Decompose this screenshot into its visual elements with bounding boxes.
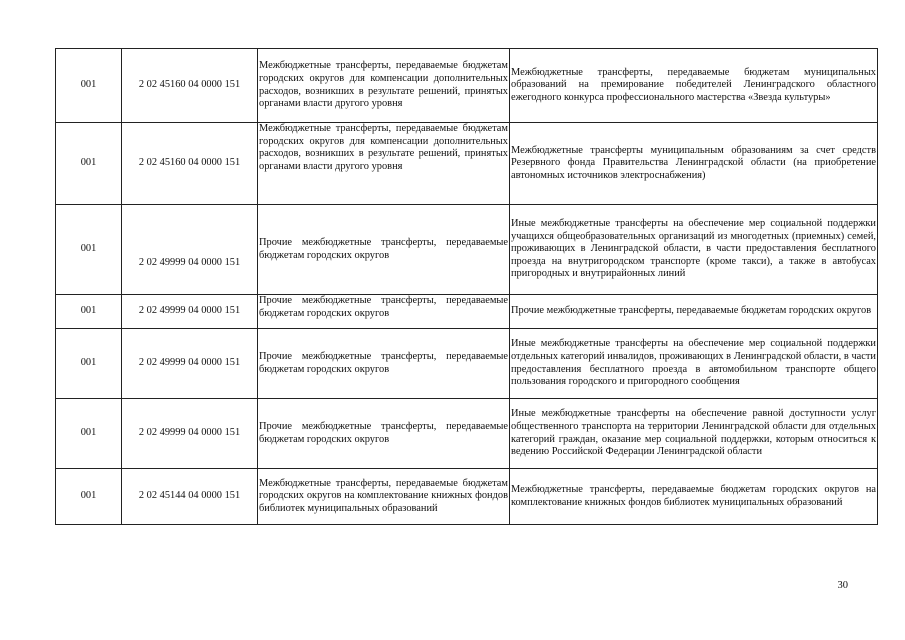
admin-code-cell: 001 [56,295,122,329]
budget-transfers-table [55,48,878,525]
revenue-type-name-cell: Прочие межбюджетные трансферты, передаваемые бюджетам городских округов [258,329,510,399]
budget-classification-code-cell: 2 02 49999 04 0000 151 [122,205,258,295]
admin-code-cell: 001 [56,49,122,123]
table-row [56,399,878,469]
transfer-description-cell: Иные межбюджетные трансферты на обеспечение мер социальной поддержки учащихся общеобразовательных организаций из многодетных (приемных) семей, проживающих в Ленинградской области, в части предоставления бесплатного проезда на внутригородском транспорте (кроме такси), а также в автобусах пригородных и внутрирайонных линий [510,205,878,295]
table-row [56,49,878,123]
transfer-description-cell: Межбюджетные трансферты, передаваемые бюджетам городских округов на комплектование книжных фондов библиотек муниципальных образований [510,469,878,525]
admin-code-cell: 001 [56,205,122,295]
table-row [56,329,878,399]
table-row [56,295,878,329]
transfer-description-cell: Межбюджетные трансферты, передаваемые бюджетам муниципальных образований на премирование победителей Ленинградского областного ежегодного конкурса профессионального мастерства «Звезда культуры» [510,49,878,123]
admin-code-cell: 001 [56,123,122,205]
table-row [56,123,878,205]
budget-classification-code-cell: 2 02 49999 04 0000 151 [122,399,258,469]
admin-code-cell: 001 [56,329,122,399]
admin-code-cell: 001 [56,469,122,525]
table-row [56,469,878,525]
budget-classification-code-cell: 2 02 45144 04 0000 151 [122,469,258,525]
revenue-type-name-cell: Прочие межбюджетные трансферты, передаваемые бюджетам городских округов [258,399,510,469]
revenue-type-name-cell: Межбюджетные трансферты, передаваемые бюджетам городских округов для компенсации дополнительных расходов, возникших в результате решений, принятых органами власти другого уровня [258,123,510,205]
table-row [56,205,878,295]
revenue-type-name-cell: Прочие межбюджетные трансферты, передаваемые бюджетам городских округов [258,295,510,329]
revenue-type-name-cell: Прочие межбюджетные трансферты, передаваемые бюджетам городских округов [258,205,510,295]
transfer-description-cell: Иные межбюджетные трансферты на обеспечение равной доступности услуг общественного транспорта на территории Ленинградской области для отдельных категорий граждан, оказание мер социальной поддержки, которым относиться к ведению Российской Федерации Ленинградской области [510,399,878,469]
budget-classification-code-cell: 2 02 49999 04 0000 151 [122,295,258,329]
budget-classification-code-cell: 2 02 45160 04 0000 151 [122,49,258,123]
revenue-type-name-cell: Межбюджетные трансферты, передаваемые бюджетам городских округов на комплектование книжных фондов библиотек муниципальных образований [258,469,510,525]
budget-classification-code-cell: 2 02 49999 04 0000 151 [122,329,258,399]
admin-code-cell: 001 [56,399,122,469]
transfer-description-cell: Иные межбюджетные трансферты на обеспечение мер социальной поддержки отдельных категорий инвалидов, проживающих в Ленинградской области, в части предоставления бесплатного проезда в автомобильном транспорте общего пользования городского и пригородного сообщения [510,329,878,399]
page-number: 30 [837,580,848,591]
transfer-description-cell: Прочие межбюджетные трансферты, передаваемые бюджетам городских округов [510,295,878,329]
revenue-type-name-cell: Межбюджетные трансферты, передаваемые бюджетам городских округов для компенсации дополнительных расходов, возникших в результате решений, принятых органами власти другого уровня [258,49,510,123]
transfer-description-cell: Межбюджетные трансферты муниципальным образованиям за счет средств Резервного фонда Правительства Ленинградской области (на приобретение автономных источников электроснабжения) [510,123,878,205]
budget-classification-code-cell: 2 02 45160 04 0000 151 [122,123,258,205]
